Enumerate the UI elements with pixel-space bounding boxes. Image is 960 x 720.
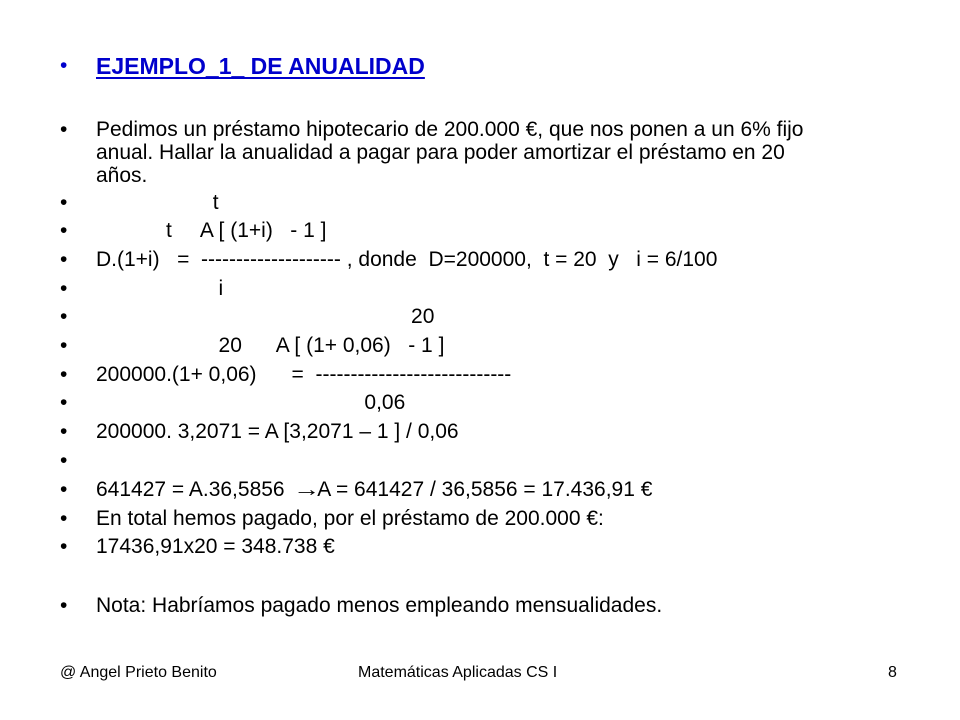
formula-text: 20	[96, 305, 435, 328]
formula-text: i	[96, 277, 224, 300]
formula-text: t	[96, 191, 219, 214]
bullet: •	[60, 507, 68, 530]
bullet: •	[60, 449, 68, 472]
note-text: Nota: Habríamos pagado menos empleando mensualidades.	[96, 594, 663, 617]
formula-text: 200000. 3,2071 = A [3,2071 – 1 ] / 0,06	[96, 420, 459, 443]
arrow-right-icon: →	[293, 478, 321, 501]
bullet: •	[60, 535, 68, 558]
bullet: •	[60, 191, 68, 214]
bullet: •	[60, 54, 68, 77]
bullet: •	[60, 420, 68, 443]
footer-page-number: 8	[888, 664, 897, 681]
formula-text: 200000.(1+ 0,06) = ----------------------------	[96, 363, 512, 386]
formula-text: D.(1+i) = -------------------- , donde D=200000, t = 20 y i = 6/100	[96, 248, 718, 271]
bullet: •	[60, 305, 68, 328]
formula-text: 0,06	[96, 391, 406, 414]
formula-text: t A [ (1+i) - 1 ]	[96, 219, 327, 242]
bullet: •	[60, 363, 68, 386]
bullet: •	[60, 248, 68, 271]
problem-text: Pedimos un préstamo hipotecario de 200.000 €, que nos ponen a un 6% fijo anual. Hallar la anualidad a pagar para poder amortizar el préstamo en 20 años.	[96, 118, 804, 187]
footer-subject: Matemáticas Aplicadas CS I	[358, 664, 558, 681]
bullet: •	[60, 391, 68, 414]
total-intro-text: En total hemos pagado, por el préstamo de 200.000 €:	[96, 507, 604, 530]
result-left: 641427 = A.36,5856	[96, 478, 297, 501]
bullet: •	[60, 118, 68, 141]
bullet: •	[60, 478, 68, 501]
total-text: 17436,91x20 = 348.738 €	[96, 535, 335, 558]
result-right: A = 641427 / 36,5856 = 17.436,91 €	[317, 478, 653, 501]
result-text	[96, 478, 652, 502]
formula-text: 20 A [ (1+ 0,06) - 1 ]	[96, 334, 445, 357]
slide-title: EJEMPLO_1_ DE ANUALIDAD	[96, 53, 425, 79]
bullet: •	[60, 594, 68, 617]
bullet: •	[60, 277, 68, 300]
bullet: •	[60, 334, 68, 357]
bullet: •	[60, 219, 68, 242]
footer-author: @ Angel Prieto Benito	[60, 664, 217, 681]
